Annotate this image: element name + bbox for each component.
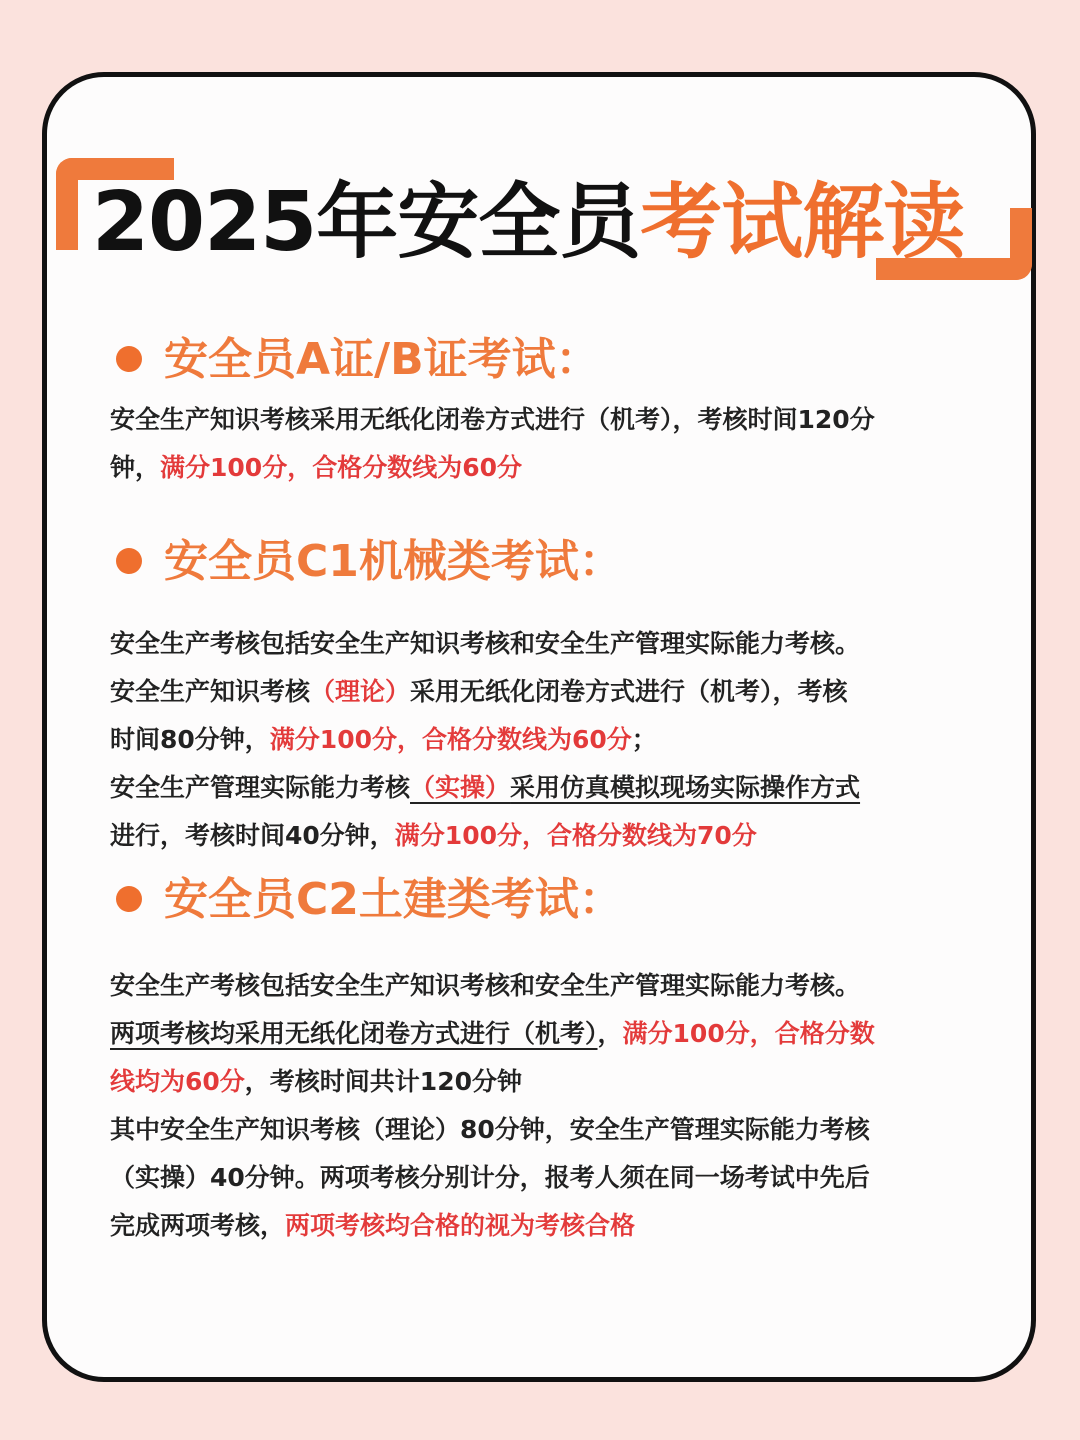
body-line: 钟，满分100分，合格分数线为60分 xyxy=(110,453,522,482)
body-line: （实操）40分钟。两项考核分别计分，报考人须在同一场考试中先后 xyxy=(110,1163,870,1192)
bullet-icon xyxy=(116,886,142,912)
score-highlight: 线均为60分 xyxy=(110,1067,245,1096)
section-heading-text: 安全员A证/B证考试： xyxy=(164,334,600,385)
body-line: 安全生产考核包括安全生产知识考核和安全生产管理实际能力考核。 xyxy=(110,629,861,658)
body-line: 时间80分钟，满分100分，合格分数线为60分； xyxy=(110,725,657,754)
bullet-icon xyxy=(116,346,142,372)
underlined-text: 两项考核均采用无纸化闭卷方式进行（机考） xyxy=(110,1019,598,1048)
score-highlight: 满分100分，合格分数线为70分 xyxy=(394,821,757,850)
section-body-ab xyxy=(110,396,970,492)
section-heading-text: 安全员C1机械类考试： xyxy=(164,536,623,587)
body-line: 安全生产管理实际能力考核（实操）采用仿真模拟现场实际操作方式 xyxy=(110,773,861,802)
section-heading-c1 xyxy=(116,532,623,592)
section-body-c2 xyxy=(110,962,970,1250)
practice-underlined-text: （实操）采用仿真模拟现场实际操作方式 xyxy=(410,773,861,802)
body-line: 安全生产知识考核采用无纸化闭卷方式进行（机考），考核时间120分 xyxy=(110,405,875,434)
score-highlight: 满分100分，合格分数线为60分 xyxy=(160,453,522,482)
body-line: 两项考核均采用无纸化闭卷方式进行（机考），满分100分，合格分数 xyxy=(110,1019,875,1048)
bullet-icon xyxy=(116,548,142,574)
body-line: 安全生产知识考核（理论）采用无纸化闭卷方式进行（机考），考核 xyxy=(110,677,848,706)
section-body-c1 xyxy=(110,620,970,860)
body-line: 完成两项考核，两项考核均合格的视为考核合格 xyxy=(110,1211,636,1240)
page-title xyxy=(92,168,964,278)
body-line: 安全生产考核包括安全生产知识考核和安全生产管理实际能力考核。 xyxy=(110,971,861,1000)
score-highlight: 满分100分，合格分数线为60分 xyxy=(269,725,632,754)
body-line: 进行，考核时间40分钟，满分100分，合格分数线为70分 xyxy=(110,821,757,850)
body-line: 线均为60分，考核时间共计120分钟 xyxy=(110,1067,522,1096)
body-line: 其中安全生产知识考核（理论）80分钟，安全生产管理实际能力考核 xyxy=(110,1115,870,1144)
practice-highlight: （实操） xyxy=(410,773,511,802)
title-main: 2025年安全员 xyxy=(92,175,641,270)
pass-highlight: 两项考核均合格的视为考核合格 xyxy=(285,1211,636,1240)
theory-highlight: （理论） xyxy=(310,677,411,706)
score-highlight: 满分100分，合格分数 xyxy=(622,1019,875,1048)
title-highlight: 考试解读 xyxy=(640,175,965,270)
section-heading-c2 xyxy=(116,870,623,930)
section-heading-ab xyxy=(116,330,600,390)
section-heading-text: 安全员C2土建类考试： xyxy=(164,874,623,925)
